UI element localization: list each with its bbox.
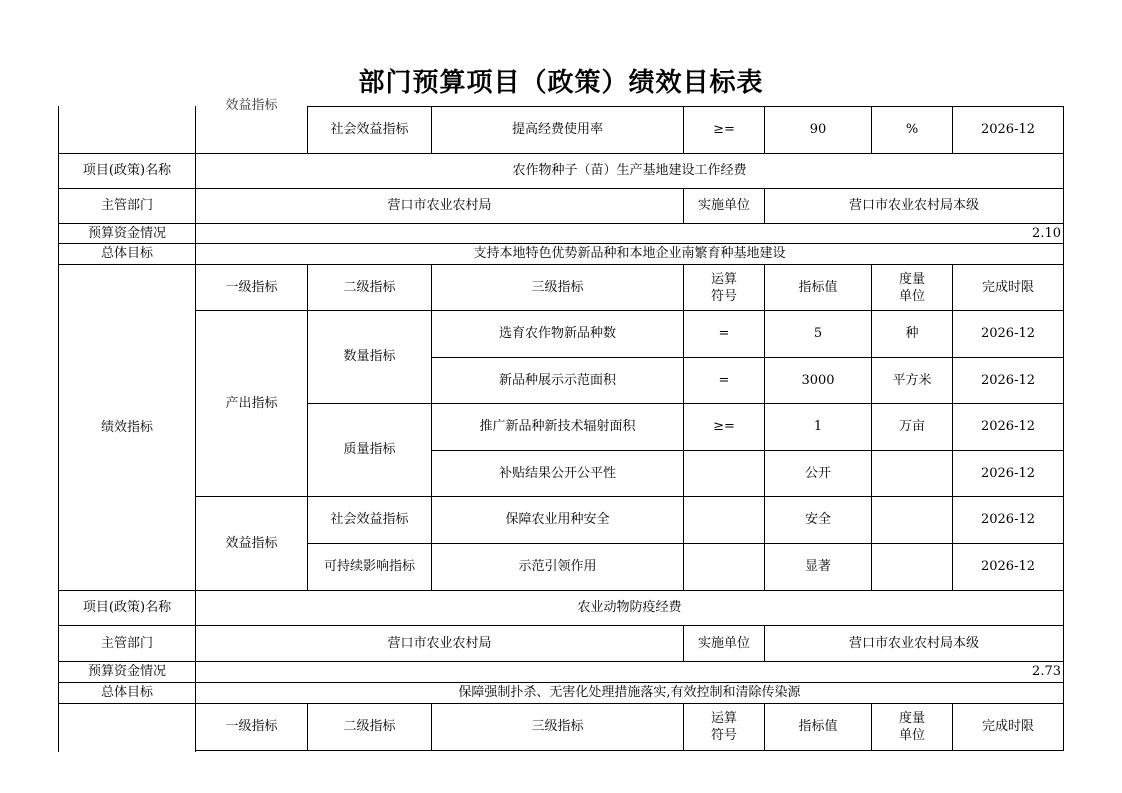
- indicator-deadline: 2026-12: [952, 543, 1064, 591]
- impl-unit-value: 营口市农业农村局本级: [764, 625, 1064, 662]
- header-value: 指标值: [764, 264, 872, 311]
- indicator-value: 显著: [764, 543, 872, 591]
- header-deadline: 完成时限: [952, 703, 1064, 751]
- indicator-unit: [871, 496, 953, 544]
- indicator-unit: 万亩: [871, 403, 953, 451]
- level1-benefit: 效益指标: [195, 496, 308, 591]
- level2-sustain: 可持续影响指标: [307, 543, 432, 591]
- indicator-name: 推广新品种新技术辐射面积: [431, 403, 684, 451]
- indicator-value: 安全: [764, 496, 872, 544]
- level2-quality: 质量指标: [307, 403, 432, 497]
- budget-label: 预算资金情况: [58, 661, 196, 683]
- clipped-level1-text: 效益指标: [225, 98, 278, 113]
- header-unit: 度量单位: [871, 264, 953, 311]
- indicator-name: 示范引领作用: [431, 543, 684, 591]
- indicator-operator: =: [683, 357, 765, 404]
- perf-label-cell-prev: [58, 106, 196, 154]
- header-value: 指标值: [764, 703, 872, 751]
- indicator-value: 公开: [764, 450, 872, 497]
- indicator-name: 补贴结果公开公平性: [431, 450, 684, 497]
- header-operator: 运算符号: [683, 703, 765, 751]
- header-deadline: 完成时限: [952, 264, 1064, 311]
- header-level3: 三级指标: [431, 264, 684, 311]
- indicator-unit: [871, 450, 953, 497]
- header-level3: 三级指标: [431, 703, 684, 751]
- impl-unit-label: 实施单位: [683, 188, 765, 224]
- indicator-deadline: 2026-12: [952, 403, 1064, 451]
- project-name-label: 项目(政策)名称: [58, 153, 196, 189]
- header-unit: 度量单位: [871, 703, 953, 751]
- level2-quantity: 数量指标: [307, 310, 432, 404]
- deadline-cell: 2026-12: [952, 106, 1064, 154]
- header-level1: 一级指标: [195, 703, 308, 751]
- header-level2: 二级指标: [307, 703, 432, 751]
- performance-table: [58, 98, 1064, 752]
- goal-value: 支持本地特色优势新品种和本地企业南繁育种基地建设: [195, 243, 1064, 265]
- indicator-name: 选育农作物新品种数: [431, 310, 684, 358]
- level2-cell: 社会效益指标: [307, 106, 432, 154]
- indicator-deadline: 2026-12: [952, 450, 1064, 497]
- page-title: 部门预算项目（政策）绩效目标表: [358, 68, 764, 98]
- indicator-deadline: 2026-12: [952, 496, 1064, 544]
- perf-label: 绩效指标: [58, 264, 196, 591]
- indicator-deadline: 2026-12: [952, 357, 1064, 404]
- indicator-unit: 种: [871, 310, 953, 358]
- indicator-unit: 平方米: [871, 357, 953, 404]
- indicator-operator: [683, 450, 765, 497]
- header-operator: 运算符号: [683, 264, 765, 311]
- indicator-operator: [683, 543, 765, 591]
- indicator-operator: ≥=: [683, 403, 765, 451]
- budget-value: 2.10: [195, 223, 1064, 244]
- project-name-value: 农作物种子（苗）生产基地建设工作经费: [195, 153, 1064, 189]
- dept-label: 主管部门: [58, 625, 196, 662]
- project-name-label: 项目(政策)名称: [58, 590, 196, 626]
- project-name-value: 农业动物防疫经费: [195, 590, 1064, 626]
- indicator-deadline: 2026-12: [952, 310, 1064, 358]
- goal-label: 总体目标: [58, 682, 196, 704]
- impl-unit-value: 营口市农业农村局本级: [764, 188, 1064, 224]
- indicator-unit: [871, 543, 953, 591]
- indicator-value: 3000: [764, 357, 872, 404]
- goal-label: 总体目标: [58, 243, 196, 265]
- perf-label-cell-next: [58, 703, 196, 752]
- level1-output: 产出指标: [195, 310, 308, 497]
- indicator-operator: [683, 496, 765, 544]
- dept-label: 主管部门: [58, 188, 196, 224]
- impl-unit-label: 实施单位: [683, 625, 765, 662]
- budget-value: 2.73: [195, 661, 1064, 683]
- dept-value: 营口市农业农村局: [195, 188, 684, 224]
- indicator-operator: =: [683, 310, 765, 358]
- unit-cell: %: [871, 106, 953, 154]
- indicator-name: 保障农业用种安全: [431, 496, 684, 544]
- budget-label: 预算资金情况: [58, 223, 196, 244]
- indicator-name: 新品种展示示范面积: [431, 357, 684, 404]
- header-level2: 二级指标: [307, 264, 432, 311]
- level2-social: 社会效益指标: [307, 496, 432, 544]
- level3-cell: 提高经费使用率: [431, 106, 684, 154]
- indicator-value: 1: [764, 403, 872, 451]
- indicator-value: 5: [764, 310, 872, 358]
- goal-value: 保障强制扑杀、无害化处理措施落实,有效控制和清除传染源: [195, 682, 1064, 704]
- dept-value: 营口市农业农村局: [195, 625, 684, 662]
- operator-cell: ≥=: [683, 106, 765, 154]
- header-level1: 一级指标: [195, 264, 308, 311]
- value-cell: 90: [764, 106, 872, 154]
